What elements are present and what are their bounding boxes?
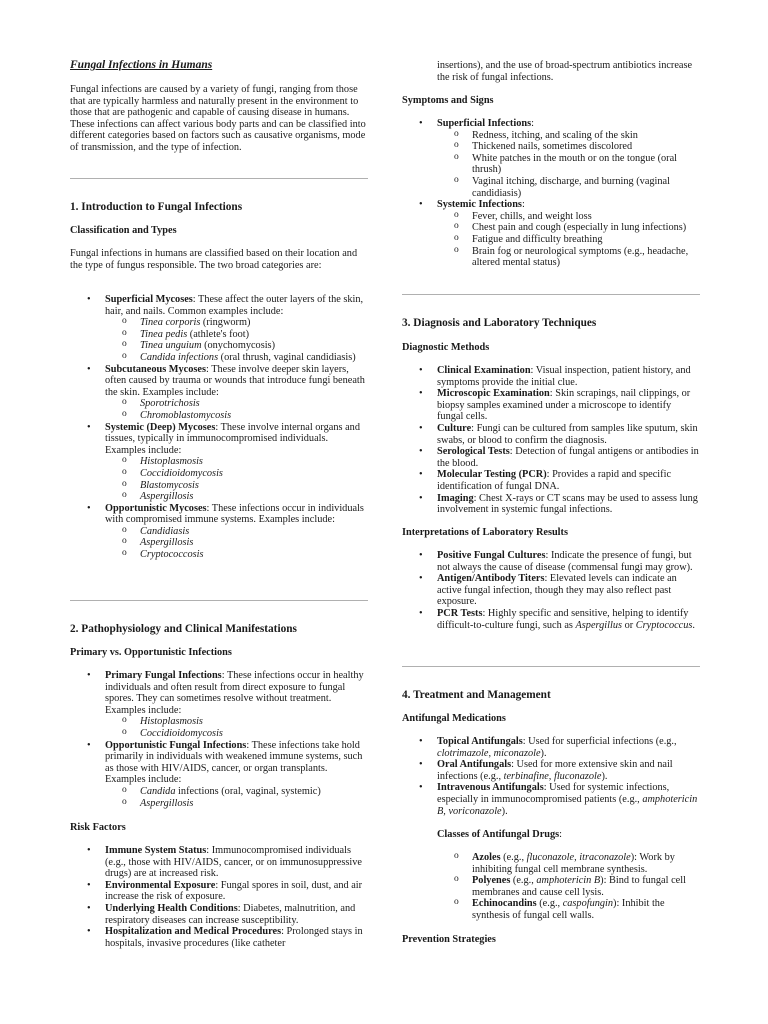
primary-vs-opportunistic-heading: Primary vs. Opportunistic Infections bbox=[70, 647, 232, 658]
list-item: • Opportunistic Mycoses: These infections occur in individuals with compromised immune systems. Examples include: o Candidiasis o Aspergillosis o Cryptococcosis bbox=[70, 503, 368, 561]
list-item: • Topical Antifungals: Used for superficial infections (e.g., clotrimazole, miconazole). bbox=[402, 736, 700, 759]
diagnostic-methods-heading: Diagnostic Methods bbox=[402, 342, 490, 353]
list-item: o Thickened nails, sometimes discolored bbox=[437, 141, 700, 153]
list-item: o Histoplasmosis bbox=[105, 716, 368, 728]
section-3-heading: 3. Diagnosis and Laboratory Techniques bbox=[402, 317, 597, 329]
list-item: • Antigen/Antibody Titers: Elevated levels can indicate an active fungal infection, though they may also reflect past exposure. bbox=[402, 573, 700, 608]
list-item: • Oral Antifungals: Used for more extensive skin and nail infections (e.g., terbinafine, fluconazole). bbox=[402, 759, 700, 782]
section-divider bbox=[402, 666, 700, 667]
list-item: o Polyenes (e.g., amphotericin B): Bind to fungal cell membranes and cause cell lysis. bbox=[402, 875, 700, 898]
intro-paragraph: Fungal infections are caused by a variety of fungi, ranging from those that are typically harmless and naturally present in the environment to those that are pathogenic and capable of causing disease in humans. These infections can affect various body parts and can be classified into different categories based on factors such as causative organisms, mode of transmission, and the type of infection. bbox=[70, 84, 366, 153]
list-item: • Environmental Exposure: Fungal spores in soil, dust, and air increase the risk of exposure. bbox=[70, 880, 368, 903]
list-item: • Imaging: Chest X-rays or CT scans may be used to assess lung involvement in systemic fungal infections. bbox=[402, 493, 700, 516]
list-item: o Aspergillosis bbox=[105, 491, 368, 503]
list-item: • Serological Tests: Detection of fungal antigens or antibodies in the blood. bbox=[402, 446, 700, 469]
list-item: • Intravenous Antifungals: Used for systemic infections, especially in immunocompromised patients (e.g., amphotericin B, voriconazole). bbox=[402, 782, 700, 817]
list-item: o Fever, chills, and weight loss bbox=[437, 211, 700, 223]
list-item: o Coccidioidomycosis bbox=[105, 468, 368, 480]
list-item: o Tinea unguium (onychomycosis) bbox=[105, 340, 368, 352]
risk-factors-heading: Risk Factors bbox=[70, 822, 126, 833]
list-item: o Candida infections (oral thrush, vaginal candidiasis) bbox=[105, 352, 368, 364]
list-item: o Blastomycosis bbox=[105, 480, 368, 492]
risk-factors-continued: insertions), and the use of broad-spectrum antibiotics increase the risk of fungal infections. bbox=[437, 60, 693, 83]
section-4-heading: 4. Treatment and Management bbox=[402, 689, 551, 701]
section-divider bbox=[70, 178, 368, 179]
list-item: • Systemic Infections: o Fever, chills, and weight loss o Chest pain and cough (especially in lung infections) o Fatigue and difficulty breathing o Brain fog or neurological symptoms (e.g., headache, altered mental status) bbox=[402, 199, 700, 269]
list-item: o Candidiasis bbox=[105, 526, 368, 538]
list-item: • Positive Fungal Cultures: Indicate the presence of fungi, but not always the cause of disease (commensal fungi may grow). bbox=[402, 550, 700, 573]
list-item: o Tinea pedis (athlete's foot) bbox=[105, 329, 368, 341]
list-item: o Fatigue and difficulty breathing bbox=[437, 234, 700, 246]
list-item: • Opportunistic Fungal Infections: These infections take hold primarily in individuals with weakened immune systems, such as those with HIV/AIDS, cancer, or organ transplants. Examples include: o Candida infections (oral, vaginal, systemic) o Aspergillosis bbox=[70, 740, 368, 810]
list-item: o Redness, itching, and scaling of the skin bbox=[437, 130, 700, 142]
symptoms-heading: Symptoms and Signs bbox=[402, 95, 494, 106]
list-item: o Echinocandins (e.g., caspofungin): Inhibit the synthesis of fungal cell walls. bbox=[402, 898, 700, 921]
list-item: o Chest pain and cough (especially in lung infections) bbox=[437, 222, 700, 234]
risk-factors-list bbox=[70, 845, 368, 949]
list-item: • Culture: Fungi can be cultured from samples like sputum, skin swabs, or blood to confirm the diagnosis. bbox=[402, 423, 700, 446]
list-item: o Candida infections (oral, vaginal, systemic) bbox=[105, 786, 368, 798]
list-item: o Coccidioidomycosis bbox=[105, 728, 368, 740]
section-2-heading: 2. Pathophysiology and Clinical Manifestations bbox=[70, 623, 297, 635]
list-item: • Superficial Infections: o Redness, itching, and scaling of the skin o Thickened nails, sometimes discolored o White patches in the mouth or on the tongue (oral thrush) o Vaginal itching, discharge, and burning (vaginal candidiasis) bbox=[402, 118, 700, 199]
classification-heading: Classification and Types bbox=[70, 225, 177, 236]
diagnostic-methods-list bbox=[402, 365, 700, 516]
prevention-heading: Prevention Strategies bbox=[402, 934, 496, 945]
section-divider bbox=[402, 294, 700, 295]
list-item: • Systemic (Deep) Mycoses: These involve internal organs and tissues, typically in immunocompromised individuals. Examples include: o Histoplasmosis o Coccidioidomycosis o Blastomycosis o Aspergillosis bbox=[70, 422, 368, 503]
interpretations-heading: Interpretations of Laboratory Results bbox=[402, 527, 568, 538]
list-item: • Underlying Health Conditions: Diabetes, malnutrition, and respiratory diseases can increase susceptibility. bbox=[70, 903, 368, 926]
classification-paragraph: Fungal infections in humans are classified based on their location and the type of fungus responsible. The two broad categories are: bbox=[70, 248, 358, 271]
symptoms-list bbox=[402, 118, 700, 269]
list-item: o Chromoblastomycosis bbox=[105, 410, 368, 422]
list-item: • Subcutaneous Mycoses: These involve deeper skin layers, often caused by trauma or wounds that introduce fungi beneath the skin. Examples include: o Sporotrichosis o Chromoblastomycosis bbox=[70, 364, 368, 422]
list-item: o Azoles (e.g., fluconazole, itraconazole): Work by inhibiting fungal cell membrane synthesis. bbox=[402, 852, 700, 875]
list-item: o Cryptococcosis bbox=[105, 549, 368, 561]
list-item: o Tinea corporis (ringworm) bbox=[105, 317, 368, 329]
drug-classes-label: Classes of Antifungal Drugs: bbox=[437, 829, 563, 840]
section-1-heading: 1. Introduction to Fungal Infections bbox=[70, 201, 243, 213]
mycoses-list bbox=[70, 294, 368, 561]
document-title: Fungal Infections in Humans bbox=[70, 59, 213, 71]
list-item: • PCR Tests: Highly specific and sensitive, helping to identify difficult-to-culture fungi, such as Aspergillus or Cryptococcus. bbox=[402, 608, 700, 631]
list-item: o Aspergillosis bbox=[105, 537, 368, 549]
list-item: o Histoplasmosis bbox=[105, 456, 368, 468]
list-item: • Hospitalization and Medical Procedures: Prolonged stays in hospitals, invasive procedures (like catheter bbox=[70, 926, 368, 949]
list-item: o Sporotrichosis bbox=[105, 398, 368, 410]
list-item: • Primary Fungal Infections: These infections occur in healthy individuals and often result from direct exposure to fungal spores. They can sometimes resolve without treatment. Examples include: o Histoplasmosis o Coccidioidomycosis bbox=[70, 670, 368, 740]
drug-classes-list bbox=[402, 852, 700, 922]
list-item: • Clinical Examination: Visual inspection, patient history, and symptoms provide the initial clue. bbox=[402, 365, 700, 388]
list-item: o Brain fog or neurological symptoms (e.g., headache, altered mental status) bbox=[437, 246, 700, 269]
antifungal-medications-heading: Antifungal Medications bbox=[402, 713, 506, 724]
list-item: • Microscopic Examination: Skin scrapings, nail clippings, or biopsy samples examined under a microscope to identify fungal cells. bbox=[402, 388, 700, 423]
list-item: • Molecular Testing (PCR): Provides a rapid and specific identification of fungal DNA. bbox=[402, 469, 700, 492]
list-item: o Vaginal itching, discharge, and burning (vaginal candidiasis) bbox=[437, 176, 700, 199]
antifungal-list bbox=[402, 736, 700, 817]
section-divider bbox=[70, 600, 368, 601]
list-item: • Superficial Mycoses: These affect the outer layers of the skin, hair, and nails. Common examples include: o Tinea corporis (ringworm) o Tinea pedis (athlete's foot) o Tinea unguium (onychomycosis) o Candida infections (oral thrush, vaginal candidiasis) bbox=[70, 294, 368, 364]
infection-type-list bbox=[70, 670, 368, 809]
list-item: o White patches in the mouth or on the tongue (oral thrush) bbox=[437, 153, 700, 176]
list-item: o Aspergillosis bbox=[105, 798, 368, 810]
interpretations-list bbox=[402, 550, 700, 631]
list-item: • Immune System Status: Immunocompromised individuals (e.g., those with HIV/AIDS, cancer, or on immunosuppressive drugs) are at increased risk. bbox=[70, 845, 368, 880]
